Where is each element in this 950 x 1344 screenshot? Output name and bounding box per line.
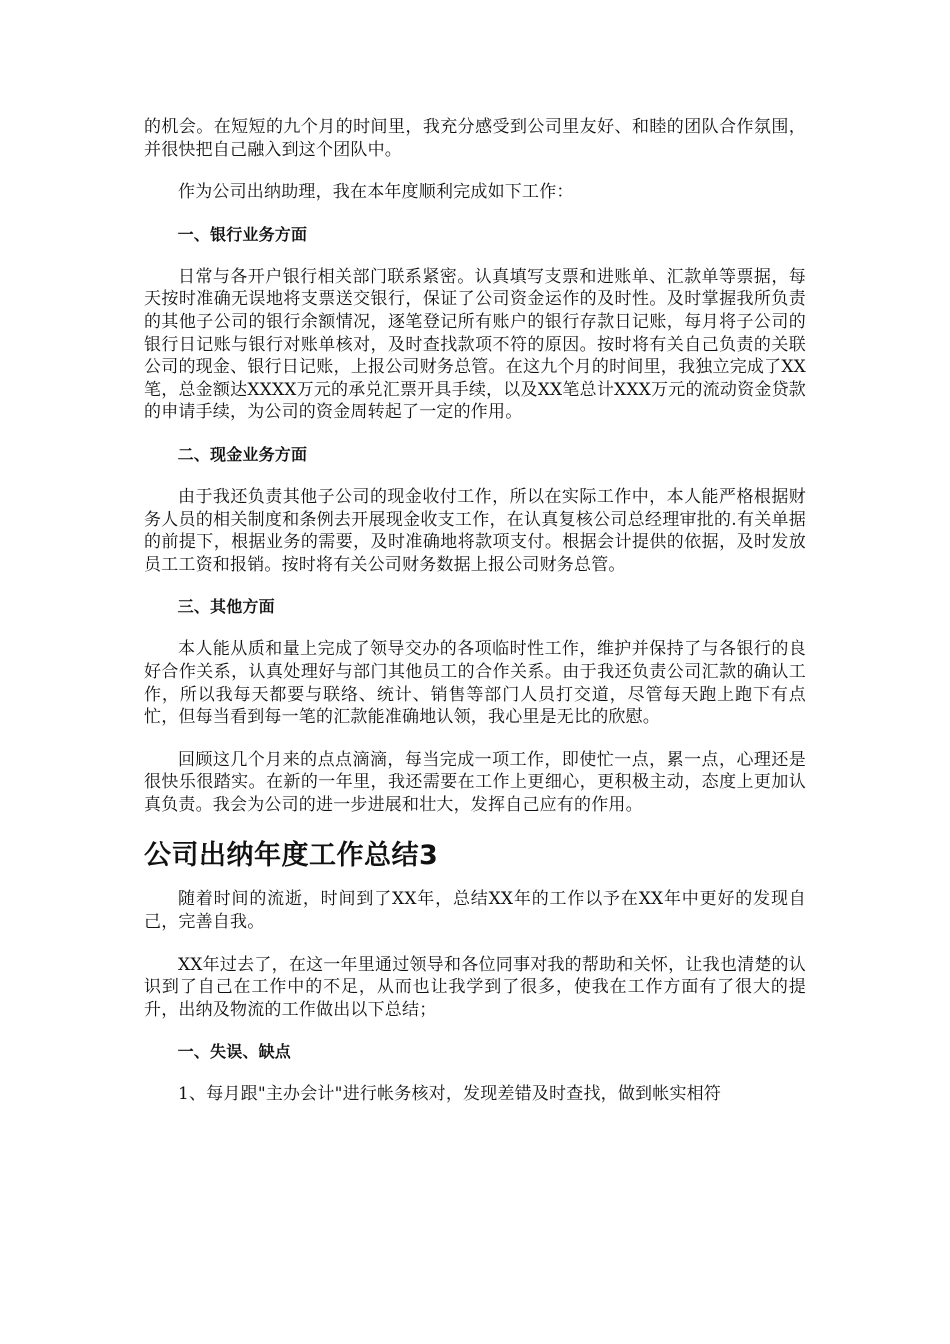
paragraph-bank-business: 日常与各开户银行相关部门联系紧密。认真填写支票和进账单、汇款单等票据，每天按时准确无误地将支票送交银行，保证了公司资金运作的及时性。及时掌握我所负责的其他子公司的银行余额情况，逐笔登记所有账户的银行存款日记账，每月将子公司的银行日记账与银行对账单核对，及时查找款项不符的原因。按时将有关自己负责的关联公司的现金、银行日记账，上报公司财务总管。在这九个月的时间里，我独立完成了XX笔，总金额达XXXX万元的承兑汇票开具手续，以及XX笔总计XXX万元的流动资金贷款的申请手续，为公司的资金周转起了一定的作用。 xyxy=(144,266,806,423)
section-title-summary-3: 公司出纳年度工作总结3 xyxy=(144,840,439,872)
paragraph-intro-continued: 的机会。在短短的九个月的时间里，我充分感受到公司里友好、和睦的团队合作氛围，并很快把自己融入到这个团队中。 xyxy=(144,117,806,160)
paragraph-as-assistant: 作为公司出纳助理，我在本年度顺利完成如下工作： xyxy=(178,182,574,203)
heading-other-aspects: 三、其他方面 xyxy=(177,597,275,617)
paragraph-cash-business: 由于我还负责其他子公司的现金收付工作，所以在实际工作中，本人能严格根据财务人员的相关制度和条例去开展现金收支工作，在认真复核公司总经理审批的.有关单据的前提下，根据业务的需要，及时准确地将款项支付。根据会计提供的依据，及时发放员工工资和报销。按时将有关公司财务数据上报公司财务总管。 xyxy=(144,486,806,575)
paragraph-other-aspects: 本人能从质和量上完成了领导交办的各项临时性工作，维护并保持了与各银行的良好合作关系，认真处理好与部门其他员工的合作关系。由于我还负责公司汇款的确认工作，所以我每天都要与联络、统计、销售等部门人员打交道，尽管每天跑上跑下有点忙，但每当看到每一笔的汇款能准确地认领，我心里是无比的欣慰。 xyxy=(144,639,806,728)
paragraph-review: 回顾这几个月来的点点滴滴，每当完成一项工作，即使忙一点，累一点，心理还是很快乐很踏实。在新的一年里，我还需要在工作上更细心，更积极主动，态度上更加认真负责。我会为公司的进一步进展和壮大，发挥自己应有的作用。 xyxy=(144,749,806,815)
paragraph-time-passing: 随着时间的流逝，时间到了XX年，总结XX年的工作以予在XX年中更好的发现自己，完善自我。 xyxy=(144,889,806,933)
list-item-1: 1、每月跟"主办会计"进行帐务核对，发现差错及时查找，做到帐实相符 xyxy=(178,1084,722,1105)
document-page xyxy=(144,116,806,1106)
heading-bank-business: 一、银行业务方面 xyxy=(177,224,308,244)
heading-cash-business: 二、现金业务方面 xyxy=(177,444,308,464)
paragraph-year-passed: XX年过去了，在这一年里通过领导和各位同事对我的帮助和关怀，让我也清楚的认识到了自己在工作中的不足，从而也让我学到了很多，使我在工作方面有了很大的提升，出纳及物流的工作做出以下总结； xyxy=(144,954,806,1020)
heading-mistakes: 一、失误、缺点 xyxy=(177,1042,291,1062)
